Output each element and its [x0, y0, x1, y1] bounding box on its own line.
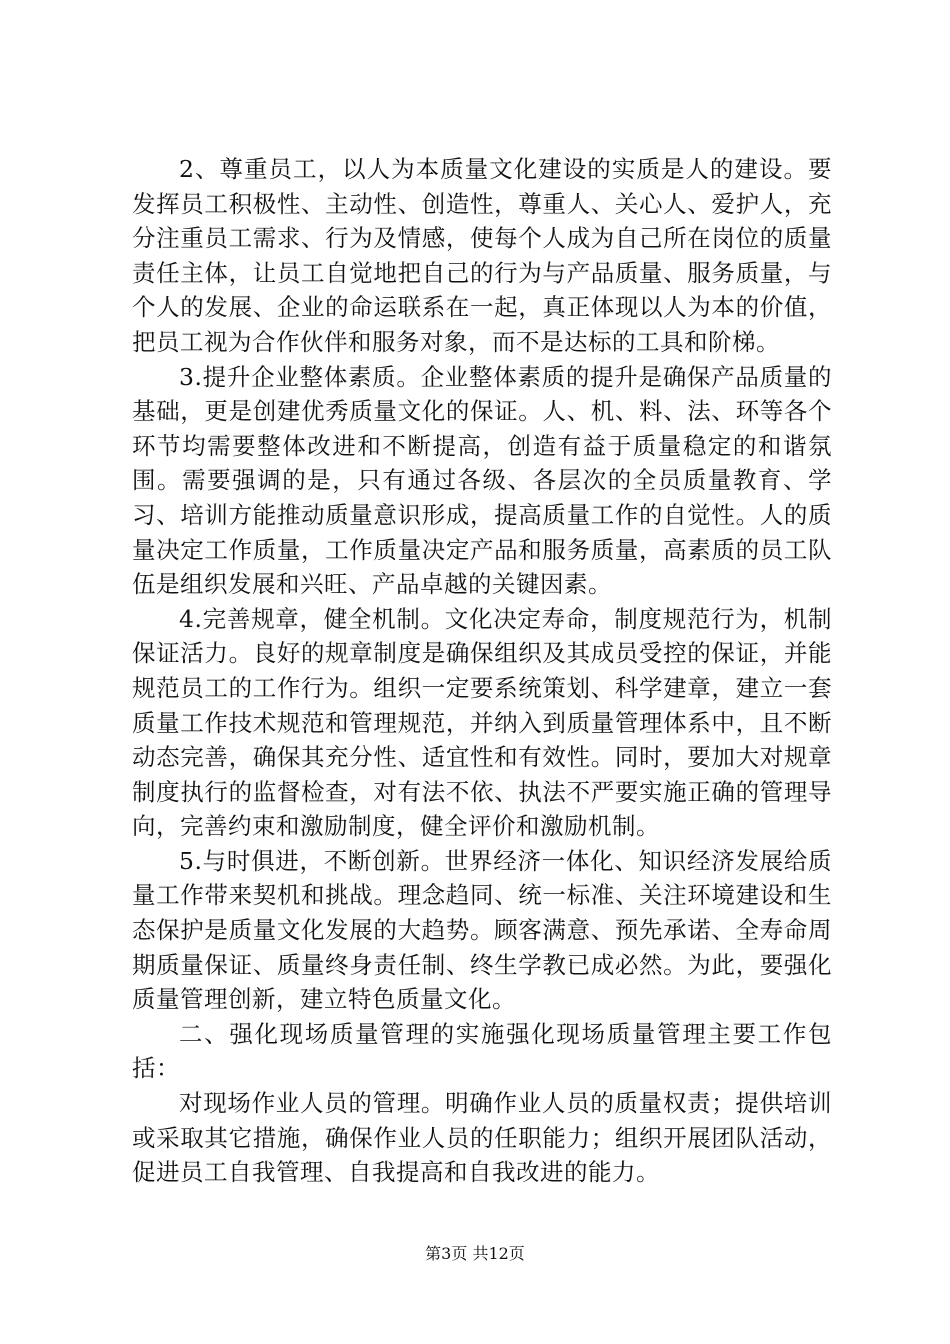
page-number-footer: 第3页 共12页 — [425, 1244, 525, 1263]
section-heading-site-quality: 二、强化现场质量管理的实施强化现场质量管理主要工作包括： — [132, 1019, 832, 1083]
paragraph-rules-mechanism: 4.完善规章，健全机制。文化决定寿命，制度规范行为，机制保证活力。良好的规章制度是确保组织及其成员受控的保证，并能规范员工的工作行为。组织一定要系统策划、科学建章，建立一套质量工作技术规范和管理规范，并纳入到质量管理体系中，且不断动态完善，确保其充分性、适宜性和有效性。同时，要加大对规章制度执行的监督检查，对有法不依、执法不严要实施正确的管理导向，完善约束和激励制度，健全评价和激励机制。 — [132, 604, 832, 841]
paragraph-site-personnel: 对现场作业人员的管理。明确作业人员的质量权责；提供培训或采取其它措施，确保作业人员的任职能力；组织开展团队活动，促进员工自我管理、自我提高和自我改进的能力。 — [132, 1089, 832, 1187]
paragraph-respect-employees: 2、尊重员工，以人为本质量文化建设的实质是人的建设。要发挥员工积极性、主动性、创造性，尊重人、关心人、爱护人，充分注重员工需求、行为及情感，使每个人成为自己所在岗位的质量责任主体，让员工自觉地把自己的行为与产品质量、服务质量，与个人的发展、企业的命运联系在一起，真正体现以人为本的价值，把员工视为合作伙伴和服务对象，而不是达标的工具和阶梯。 — [132, 155, 832, 356]
paragraph-enterprise-quality: 3.提升企业整体素质。企业整体素质的提升是确保产品质量的基础，更是创建优秀质量文化的保证。人、机、料、法、环等各个环节均需要整体改进和不断提高，创造有益于质量稳定的和谐氛围。需要强调的是，只有通过各级、各层次的全员质量教育、学习、培训方能推动质量意识形成，提高质量工作的自觉性。人的质量决定工作质量，工作质量决定产品和服务质量，高素质的员工队伍是组织发展和兴旺、产品卓越的关键因素。 — [132, 362, 832, 599]
document-body — [132, 152, 832, 1190]
paragraph-innovation: 5.与时俱进，不断创新。世界经济一体化、知识经济发展给质量工作带来契机和挑战。理念趋同、统一标准、关注环境建设和生态保护是质量文化发展的大趋势。顾客满意、预先承诺、全寿命周期质量保证、质量终身责任制、终生学教已成必然。为此，要强化质量管理创新，建立特色质量文化。 — [132, 846, 832, 1014]
